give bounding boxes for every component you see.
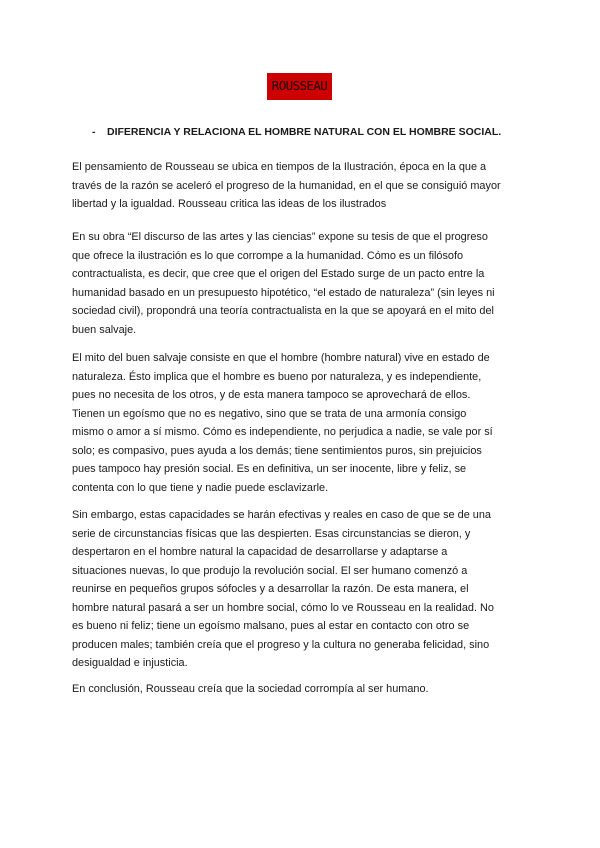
text-line: Sin embargo, estas capacidades se harán efectivas y reales en caso de que se de una bbox=[72, 509, 491, 521]
text-line: mismo o amor a sí mismo. Cómo es independiente, no perjudica a nadie, se vale por sí bbox=[72, 426, 493, 438]
text-line: producen males; también creía que el progreso y la cultura no generaba felicidad, sino bbox=[72, 638, 490, 651]
paragraph-discurso bbox=[72, 228, 532, 339]
section-heading bbox=[92, 126, 501, 138]
text-line: es bueno ni feliz; tiene un egoísmo malsano, pues al estar en contacto con otro se bbox=[72, 620, 470, 632]
paragraph-intro bbox=[72, 158, 532, 214]
text-line: naturaleza. Ésto implica que el hombre es bueno por naturaleza, y es independiente, bbox=[72, 370, 482, 383]
text-line: contenta con lo que tiene y nadie puede esclavizarle. bbox=[72, 481, 329, 494]
text-line: El mito del buen salvaje consiste en que el hombre (hombre natural) vive en estado de bbox=[72, 352, 490, 364]
text-line: En su obra “El discurso de las artes y las ciencias” expone su tesis de que el progreso bbox=[72, 231, 488, 243]
text-line: buen salvaje. bbox=[72, 323, 137, 336]
paragraph-hombre-social bbox=[72, 506, 532, 673]
text-line: sociedad civil), propondrá una teoría contractualista en la que se apoyará en el mito del bbox=[72, 305, 494, 317]
heading-text: DIFERENCIA Y RELACIONA EL HOMBRE NATURAL CON EL HOMBRE SOCIAL. bbox=[107, 126, 502, 138]
text-line: humanidad basado en un presupuesto hipotético, “el estado de naturaleza” (sin leyes ni bbox=[72, 286, 495, 299]
text-line: situaciones nuevas, lo que produjo la revolución social. El ser humano comenzó a bbox=[72, 564, 468, 577]
text-line: través de la razón se aceleró el progreso de la humanidad, en el que se consiguió mayor bbox=[72, 179, 501, 192]
text-line: El pensamiento de Rousseau se ubica en tiempos de la Ilustración, época en la que a bbox=[72, 161, 487, 173]
document-title-text: ROUSSEAU bbox=[271, 78, 328, 94]
text-line: contractualista, es decir, que cree que el origen del Estado surge de un pacto entre la bbox=[72, 268, 485, 280]
text-line: despertaron en el hombre natural la capacidad de desarrollarse y adaptarse a bbox=[72, 546, 448, 558]
text-line: Tienen un egoísmo que no es negativo, sino que se trata de una armonía consigo bbox=[72, 407, 467, 420]
text-line: libertad y la igualdad. Rousseau critica las ideas de los ilustrados bbox=[72, 198, 387, 210]
document-title bbox=[267, 73, 332, 100]
text-line: hombre natural pasará a ser un hombre social, cómo lo ve Rousseau en la realidad. No bbox=[72, 601, 494, 614]
text-line: serie de circunstancias físicas que las despierten. Esas circunstancias se dieron, y bbox=[72, 527, 471, 540]
heading-bullet: - bbox=[92, 126, 96, 138]
paragraph-buen-salvaje bbox=[72, 349, 532, 497]
text-line: pues tampoco hay presión social. Es en definitiva, un ser inocente, libre y feliz, se bbox=[72, 463, 467, 475]
text-line: reunirse en pequeños grupos sófocles y a desarrollar la razón. De esta manera, el bbox=[72, 583, 469, 595]
text-line: solo; es compasivo, pues ayuda a los demás; tiene sentimientos puros, sin prejuicios bbox=[72, 444, 482, 457]
text-line: que ofrece la ilustración es lo que corrompe a la humanidad. Cómo es un filósofo bbox=[72, 249, 464, 262]
text-line: pues no necesita de los otros, y de esta manera tampoco se aprovechará de ellos. bbox=[72, 389, 471, 401]
text-line: En conclusión, Rousseau creía que la sociedad corrompía al ser humano. bbox=[72, 683, 429, 695]
paragraph-conclusion bbox=[72, 680, 532, 699]
text-line: desigualdad e injusticia. bbox=[72, 657, 188, 669]
